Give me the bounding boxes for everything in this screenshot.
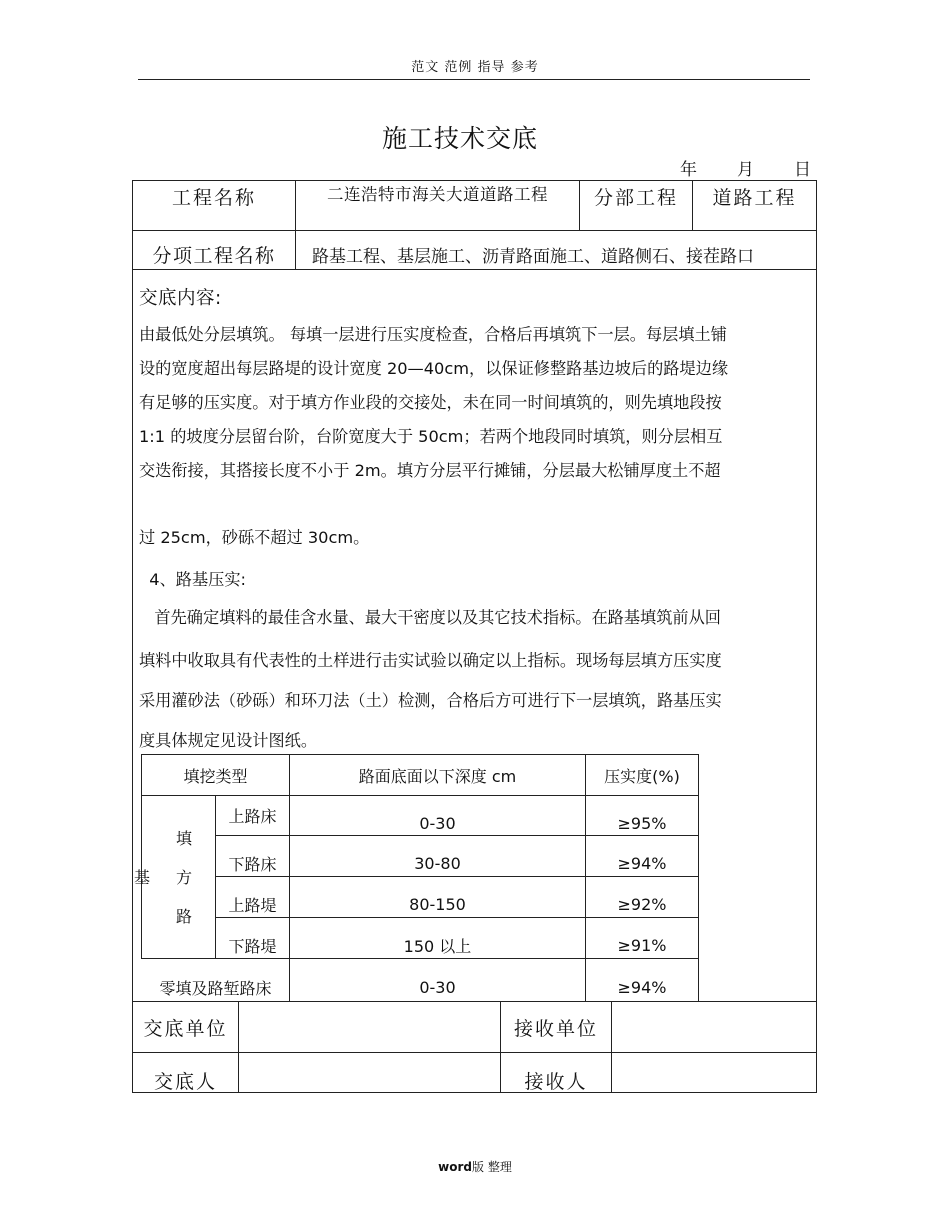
row-depth: 80-150 [409,894,466,914]
page-header: 范文 范例 指导 参考 [411,60,539,75]
row-compaction: ≥95% [617,813,667,833]
footer-text: 版 整理 [472,1160,512,1174]
content-line: 交迭衔接，其搭接长度不小于 2m。填方分层平行摊铺，分层最大松铺厚度土不超 [139,461,721,480]
row-name: 零填及路堑路床 [159,978,272,998]
content-line: 采用灌砂法（砂砾）和环刀法（土）检测，合格后方可进行下一层填筑，路基压实 [139,691,722,710]
receiver-unit-label: 接收单位 [513,1017,598,1040]
item-name-value: 路基工程、基层施工、沥青路面施工、道路侧石、接茬路口 [312,246,754,267]
content-line: 由最低处分层填筑。 每填一层进行压实度检查，合格后再填筑下一层。每层填土铺 [139,325,727,344]
row-depth: 0-30 [419,977,456,997]
content-line: 填料中收取具有代表性的土样进行击实试验以确定以上指标。现场每层填方压实度 [139,651,722,670]
row-depth: 30-80 [414,853,461,873]
group-label-char: 填 [176,829,193,848]
group-label-char: 路 [176,907,193,926]
content-line: 首先确定填料的最佳含水量、最大干密度以及其它技术指标。在路基填筑前从回 [139,608,721,627]
project-name-value: 二连浩特市海关大道道路工程 [327,185,548,204]
footer-bold-text: word [438,1160,472,1174]
row-name: 下路堤 [228,936,277,956]
row-compaction: ≥91% [617,935,667,955]
content-heading: 交底内容: [139,288,222,309]
receiver-unit-field[interactable] [612,1002,816,1052]
issuer-person-field[interactable] [239,1053,500,1092]
division-label: 分部工程 [593,186,678,209]
row-name: 下路床 [228,854,277,874]
content-line: 过 25cm，砂砾不超过 30cm。 [139,528,370,547]
content-line: 设的宽度超出每层路堤的设计宽度 20—40cm，以保证修整路基边坡后的路堤边缘 [139,359,729,378]
page-footer [0,1158,950,1175]
date-month-label: 月 [737,160,754,180]
row-name: 上路堤 [228,895,277,915]
receiver-person-field[interactable] [612,1053,816,1092]
document-title: 施工技术交底 [381,124,538,153]
table-header-type: 填挖类型 [183,766,248,786]
row-compaction: ≥92% [617,894,667,914]
content-line: 1:1 的坡度分层留台阶，台阶宽度大于 50cm；若两个地段同时填筑，则分层相互 [139,427,723,446]
row-compaction: ≥94% [617,977,667,997]
row-depth: 0-30 [419,813,456,833]
table-header-depth: 路面底面以下深度 cm [358,766,517,786]
table-header-compaction: 压实度(%) [604,766,680,786]
content-subheading: 4、路基压实: [139,570,246,589]
issuer-unit-label: 交底单位 [143,1017,228,1040]
content-line: 度具体规定见设计图纸。 [139,731,318,750]
group-label-char: 方 [176,868,193,887]
issuer-person-label: 交底人 [153,1070,217,1093]
division-value: 道路工程 [712,186,797,209]
receiver-person-label: 接收人 [524,1070,588,1093]
row-compaction: ≥94% [617,853,667,873]
project-name-label: 工程名称 [171,186,256,209]
date-day-label: 日 [794,160,811,180]
item-name-label: 分项工程名称 [152,244,276,267]
row-name: 上路床 [228,807,277,826]
content-line: 有足够的压实度。对于填方作业段的交接处，未在同一时间填筑的，则先填地段按 [139,393,722,412]
issuer-unit-field[interactable] [239,1002,500,1052]
header-rule [138,79,810,80]
date-year-label: 年 [680,160,697,180]
group-label-outer: 基 [134,868,151,887]
row-depth: 150 以上 [403,936,472,956]
